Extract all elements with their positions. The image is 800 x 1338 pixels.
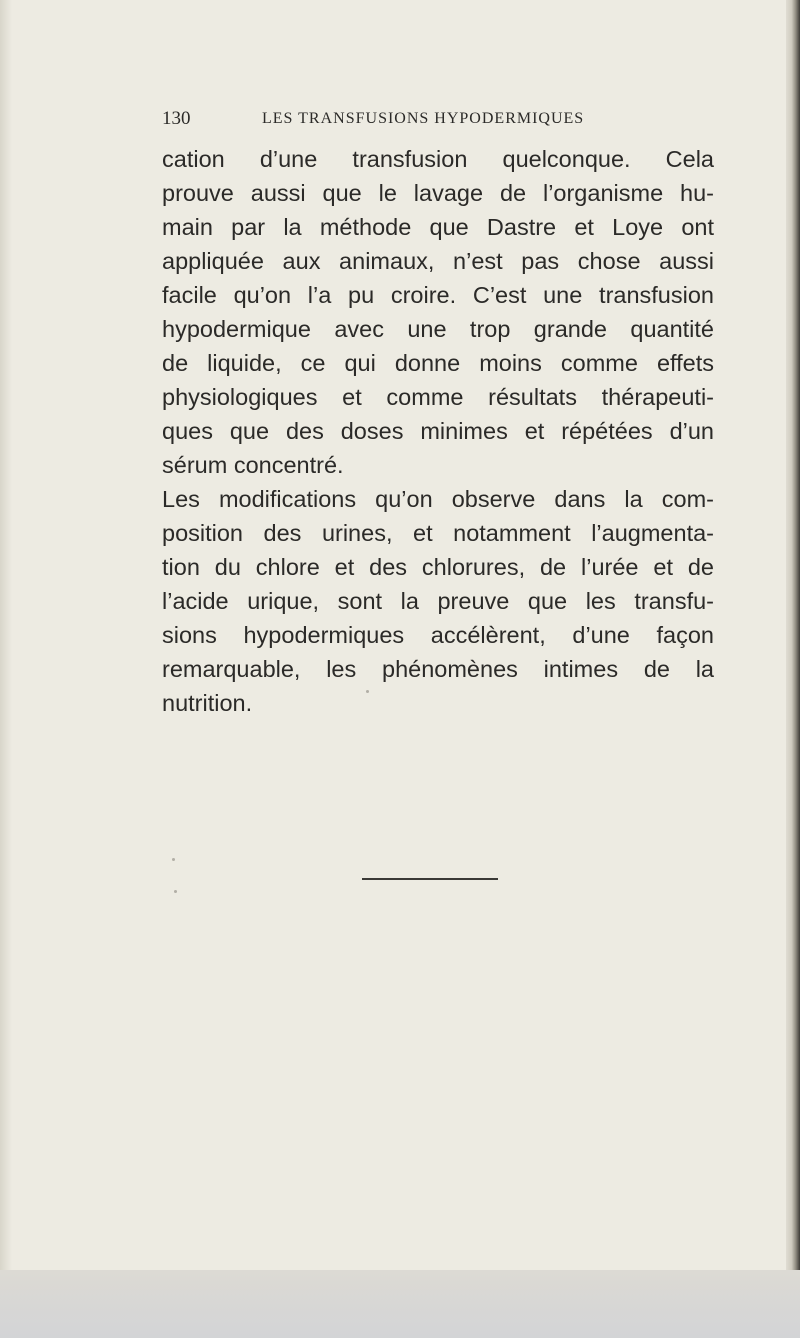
- text-line: tion du chlore et des chlorures, de l’urée et de: [162, 554, 714, 580]
- text-line: nutrition.: [162, 690, 253, 716]
- text-line: de liquide, ce qui donne moins comme effets: [162, 350, 714, 376]
- text-line: facile qu’on l’a pu croire. C’est une transfusion: [162, 282, 714, 308]
- section-end-rule: [362, 878, 498, 880]
- text-line: ques que des doses minimes et répétées d’un: [162, 418, 714, 444]
- text-line: sérum concentré.: [162, 452, 344, 478]
- text-line: hypodermique avec une trop grande quantité: [162, 316, 714, 342]
- text-line: appliquée aux animaux, n’est pas chose aussi: [162, 248, 714, 274]
- running-title: LES TRANSFUSIONS HYPODERMIQUES: [262, 110, 585, 127]
- text-line: Les modifications qu’on observe dans la com-: [162, 486, 714, 512]
- text-line: physiologiques et comme résultats thérapeuti-: [162, 384, 714, 410]
- paper-speck: [174, 890, 177, 893]
- page-right-edge-shadow: [786, 0, 800, 1338]
- page-left-edge: [0, 0, 12, 1270]
- text-line: prouve aussi que le lavage de l’organisme hu-: [162, 180, 714, 206]
- text-line: remarquable, les phénomènes intimes de la: [162, 656, 714, 682]
- page-number: 130: [162, 108, 191, 129]
- running-head: [162, 108, 722, 134]
- text-line: main par la méthode que Dastre et Loye ont: [162, 214, 714, 240]
- scan-bottom-strip: [0, 1270, 800, 1338]
- paper-speck: [366, 690, 369, 693]
- text-line: l’acide urique, sont la preuve que les transfu-: [162, 588, 714, 614]
- body-text: [162, 142, 714, 720]
- text-line: sions hypodermiques accélèrent, d’une façon: [162, 622, 714, 648]
- text-line: position des urines, et notamment l’augmenta-: [162, 520, 714, 546]
- paper-speck: [172, 858, 175, 861]
- text-line: cation d’une transfusion quelconque. Cela: [162, 146, 714, 172]
